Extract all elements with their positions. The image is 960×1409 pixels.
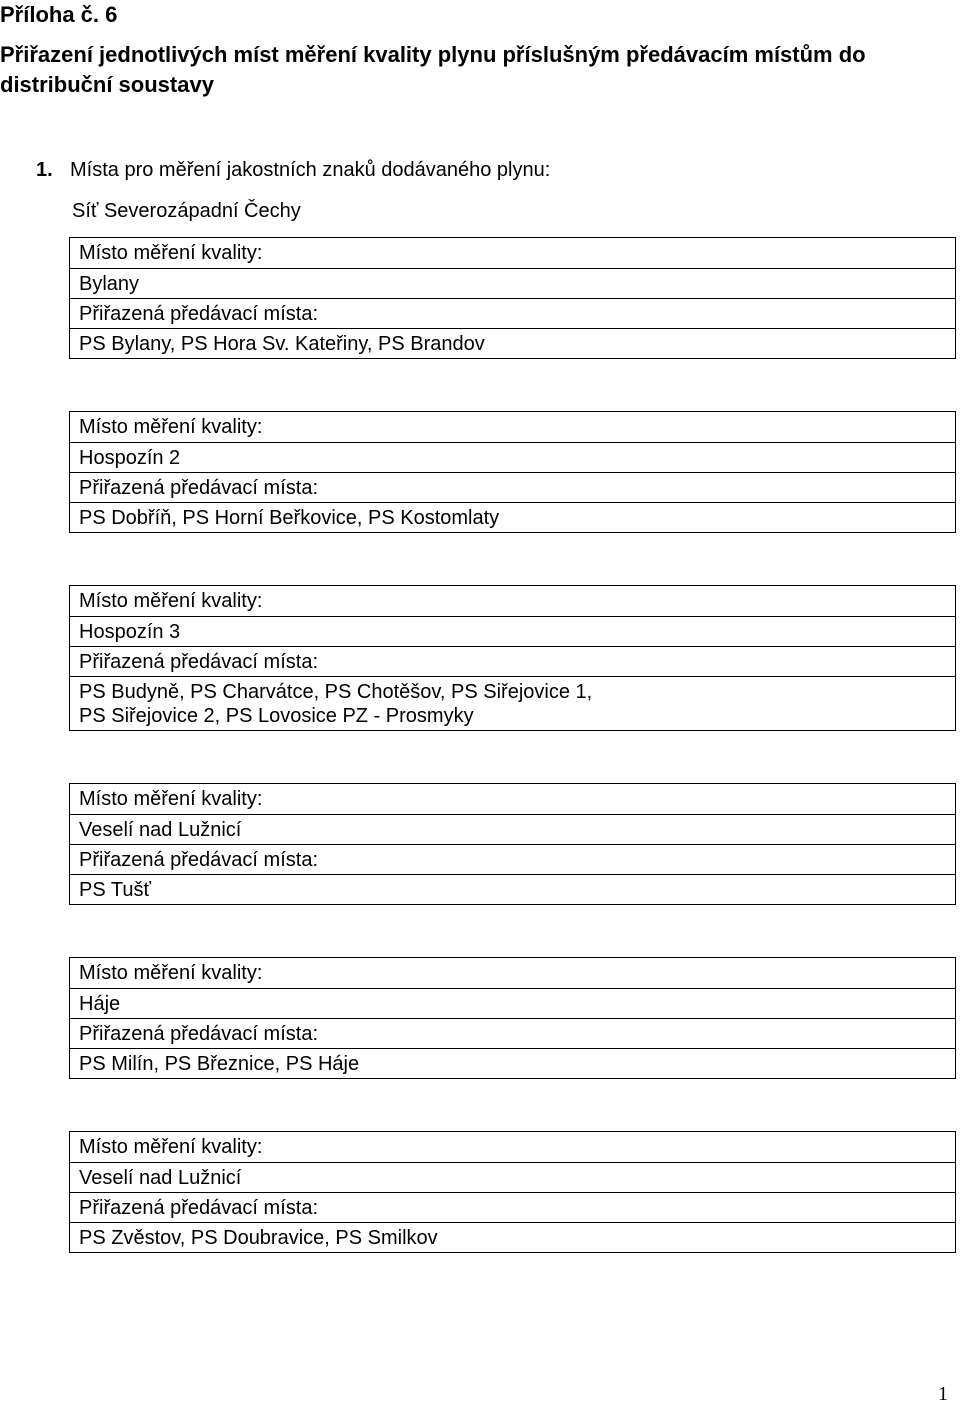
assigned-points-value: PS Bylany, PS Hora Sv. Kateřiny, PS Brandov (70, 328, 955, 358)
assigned-points-value: PS Tušť (70, 874, 955, 904)
page-number: 1 (938, 1383, 948, 1405)
measurement-block (69, 783, 956, 905)
measurement-point-value: Veselí nad Lužnicí (70, 1162, 955, 1192)
annex-label: Příloha č. 6 (0, 2, 118, 27)
measurement-point-value: Hospozín 2 (70, 442, 955, 472)
assigned-points-value: PS Zvěstov, PS Doubravice, PS Smilkov (70, 1222, 955, 1252)
measurement-point-label: Místo měření kvality: (79, 242, 263, 264)
assigned-points-label: Přiřazená předávací místa: (70, 646, 955, 676)
measurement-block (69, 957, 956, 1079)
measurement-point-value: Hospozín 3 (70, 616, 955, 646)
assigned-points-label: Přiřazená předávací místa: (70, 1192, 955, 1222)
assigned-points-label: Přiřazená předávací místa: (70, 298, 955, 328)
measurement-point-label: Místo měření kvality: (79, 416, 263, 438)
measurement-block (69, 585, 956, 731)
measurement-block (69, 411, 956, 533)
assigned-points-label: Přiřazená předávací místa: (70, 1018, 955, 1048)
assigned-points-label: Přiřazená předávací místa: (70, 472, 955, 502)
measurement-block (69, 1131, 956, 1253)
measurement-point-label: Místo měření kvality: (79, 962, 263, 984)
measurement-blocks (69, 237, 956, 1305)
measurement-point-value: Veselí nad Lužnicí (70, 814, 955, 844)
section-heading-text: Místa pro měření jakostních znaků dodávaného plynu: (70, 159, 551, 181)
assigned-points-value (70, 676, 955, 730)
section-heading (36, 157, 550, 183)
assigned-points-value: PS Milín, PS Březnice, PS Háje (70, 1048, 955, 1078)
measurement-point-value: Bylany (70, 268, 955, 298)
document-title: Přiřazení jednotlivých míst měření kvality plynu příslušným předávacím místům do distribuční soustavy (0, 42, 866, 97)
assigned-points-label: Přiřazená předávací místa: (70, 844, 955, 874)
assigned-points-line: PS Budyně, PS Charvátce, PS Chotěšov, PS Siřejovice 1, (79, 681, 593, 703)
measurement-point-label: Místo měření kvality: (79, 590, 263, 612)
measurement-point-label: Místo měření kvality: (79, 1136, 263, 1158)
measurement-block (69, 237, 956, 359)
network-name: Síť Severozápadní Čechy (72, 200, 301, 222)
measurement-point-value: Háje (70, 988, 955, 1018)
assigned-points-value: PS Dobříň, PS Horní Beřkovice, PS Kostomlaty (70, 502, 955, 532)
assigned-points-line: PS Siřejovice 2, PS Lovosice PZ - Prosmyky (79, 705, 474, 727)
measurement-point-label: Místo měření kvality: (79, 788, 263, 810)
section-number: 1. (36, 159, 53, 181)
